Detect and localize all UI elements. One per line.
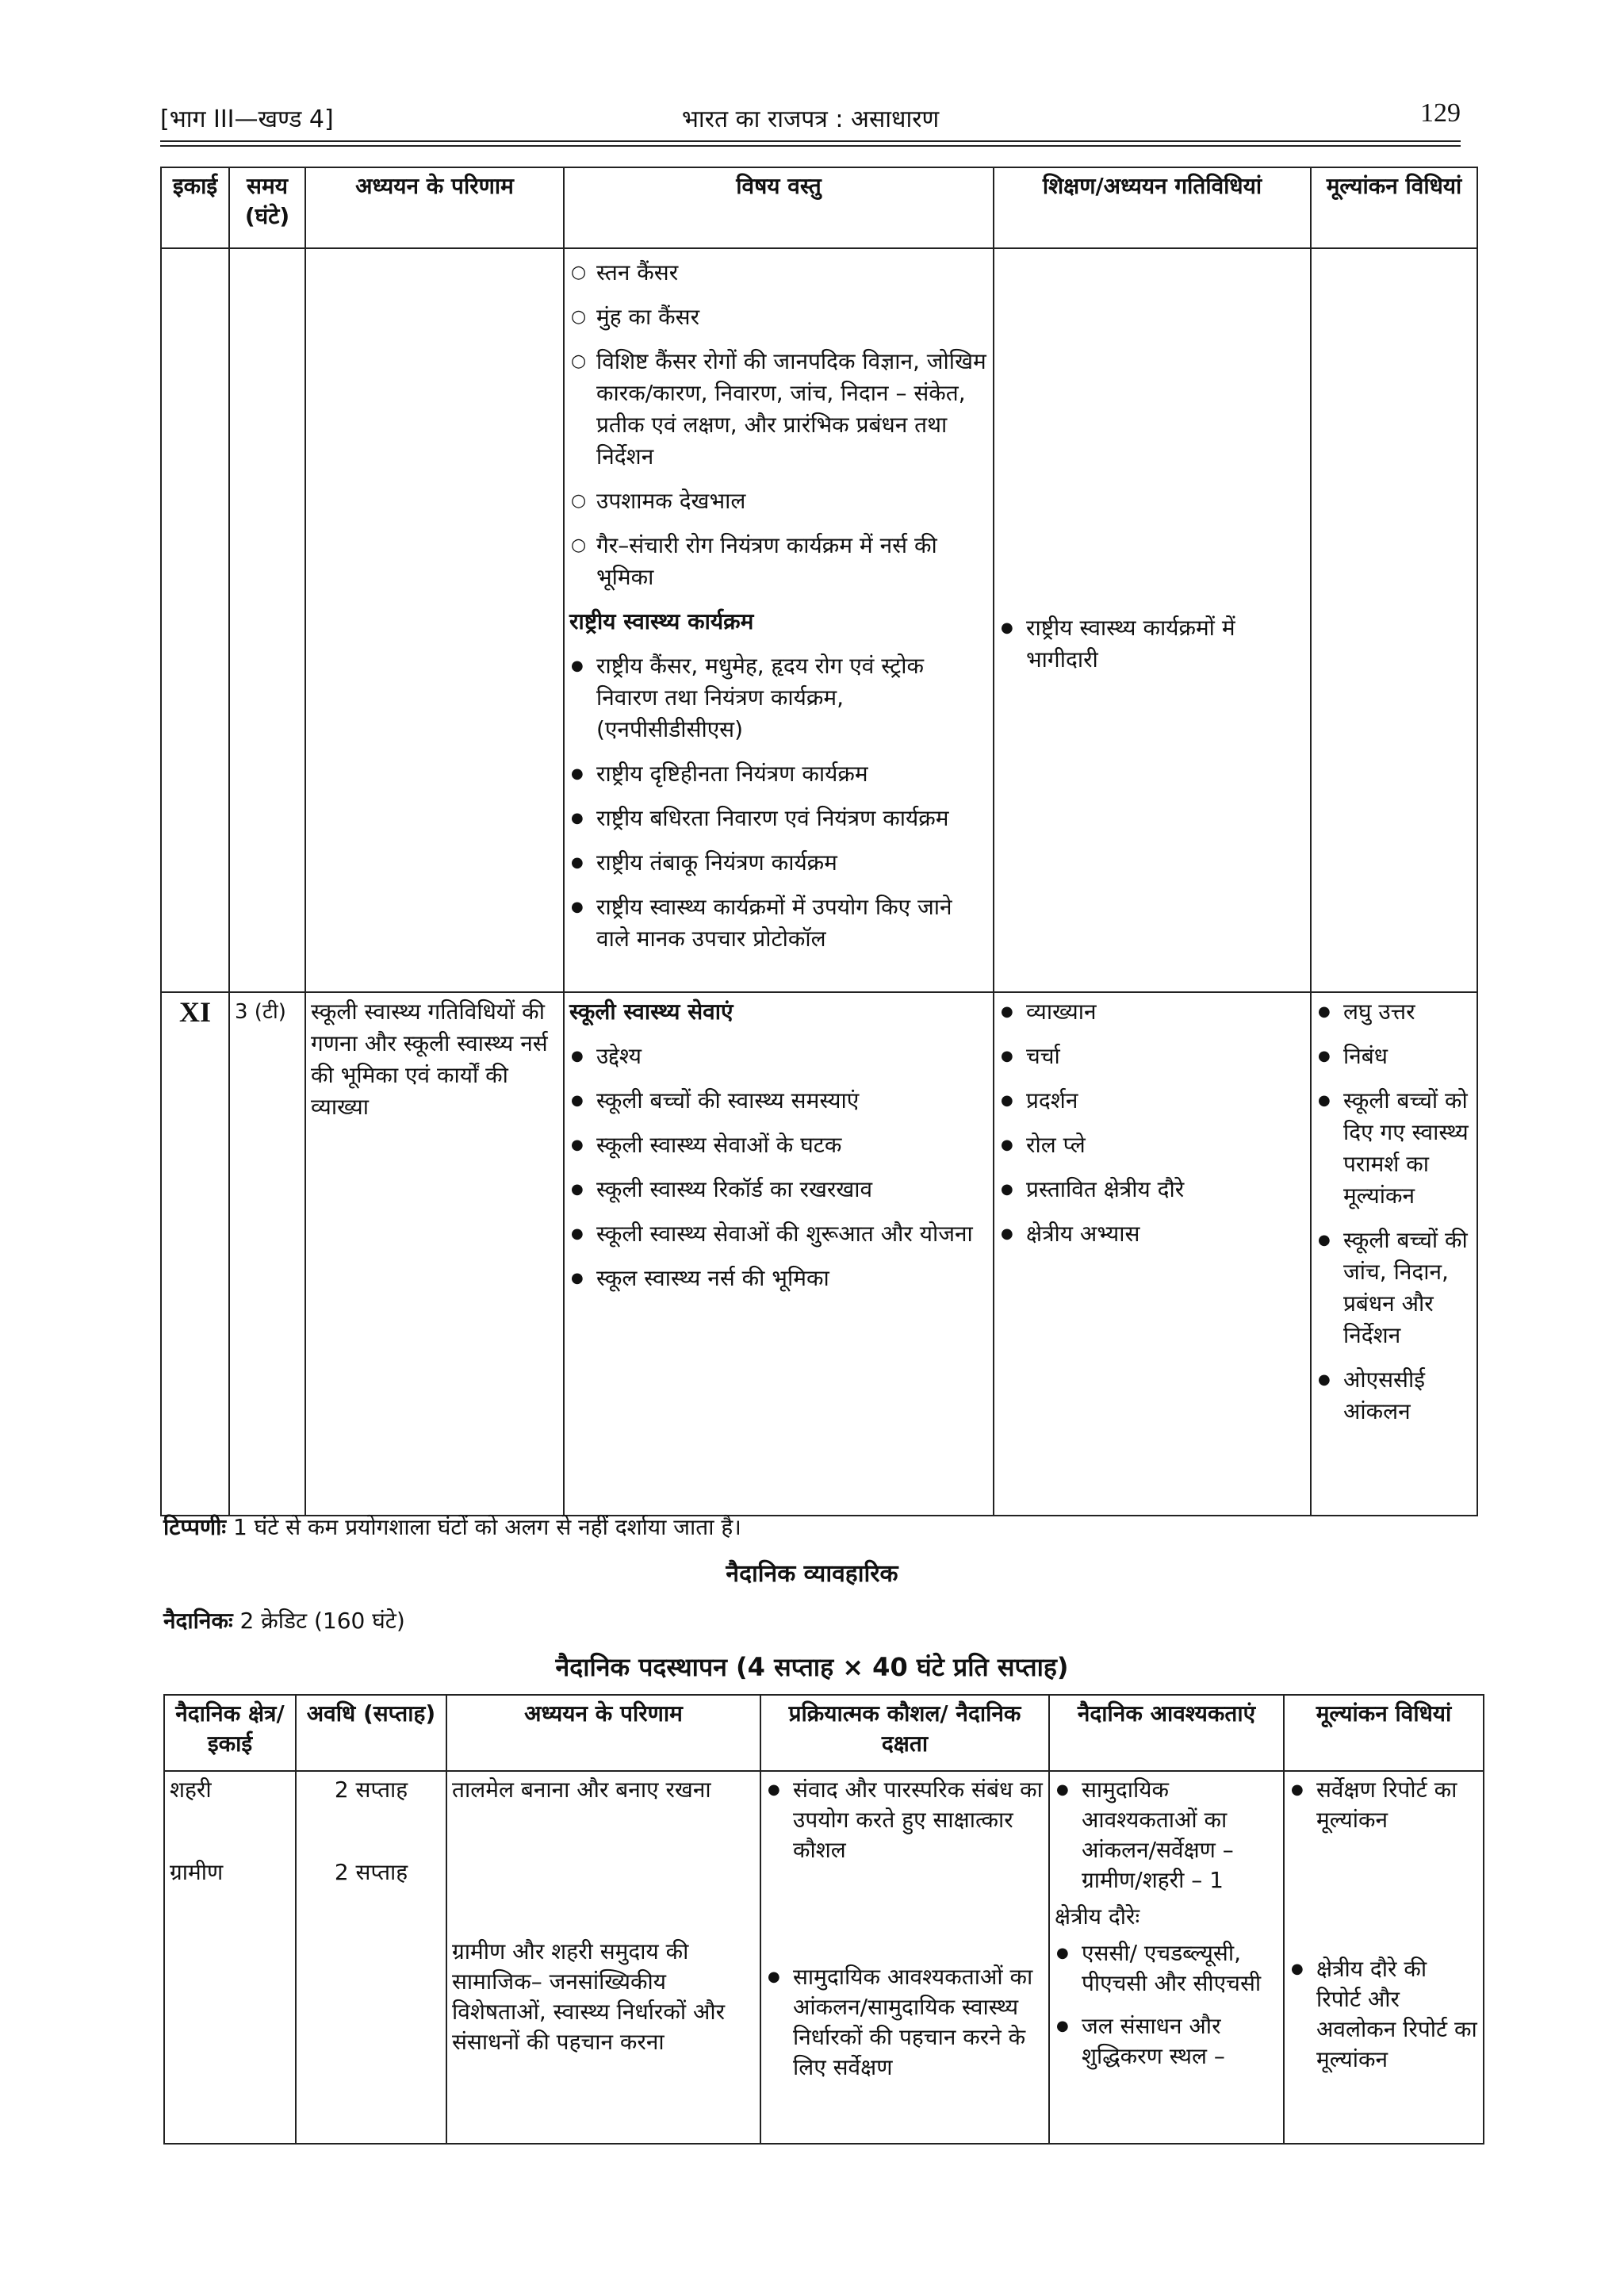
header-rule-top bbox=[160, 140, 1461, 142]
area-rural: ग्रामीण bbox=[170, 1859, 224, 1885]
activities-cell bbox=[994, 992, 1311, 1516]
content-cell bbox=[564, 992, 994, 1516]
outcome-item: तालमेल बनाना और बनाए रखना bbox=[452, 1777, 711, 1803]
outcome-cell bbox=[305, 248, 564, 992]
field-visits-list bbox=[1055, 1938, 1278, 2072]
col-header-activities: शिक्षण/अध्ययन गतिविधियां bbox=[994, 167, 1311, 248]
list-item: ○ उपशामक देखभाल bbox=[569, 485, 988, 517]
content-heading: स्कूली स्वास्थ्य सेवाएं bbox=[569, 999, 733, 1025]
content-circle-list bbox=[569, 257, 988, 593]
activities-list bbox=[999, 996, 1305, 1250]
list-item: ● स्कूली स्वास्थ्य रिकॉर्ड का रखरखाव bbox=[569, 1174, 988, 1205]
list-item: ● राष्ट्रीय स्वास्थ्य कार्यक्रमों में भागीदारी bbox=[999, 612, 1305, 676]
area-cell bbox=[164, 1771, 296, 2144]
list-item: ● लघु उत्तर bbox=[1316, 996, 1472, 1028]
page-number: 129 bbox=[1420, 98, 1461, 128]
content-subheading: राष्ट्रीय स्वास्थ्य कार्यक्रम bbox=[569, 608, 754, 634]
list-item: ● उद्देश्य bbox=[569, 1041, 988, 1072]
list-item: ● निबंध bbox=[1316, 1041, 1472, 1072]
list-item: ○ गैर–संचारी रोग नियंत्रण कार्यक्रम में नर्स की भूमिका bbox=[569, 530, 988, 593]
list-item: ● जल संसाधन और शुद्धिकरण स्थल – bbox=[1055, 2011, 1278, 2072]
list-item: ● प्रदर्शन bbox=[999, 1085, 1305, 1117]
credit-text: 2 क्रेडिट (160 घंटे) bbox=[239, 1608, 405, 1634]
list-item: ● रोल प्ले bbox=[999, 1129, 1305, 1161]
page-header bbox=[160, 98, 1461, 133]
list-item: ● राष्ट्रीय बधिरता निवारण एवं नियंत्रण कार्यक्रम bbox=[569, 803, 988, 834]
outcome-cell bbox=[446, 1771, 760, 2144]
table-header-row bbox=[161, 167, 1477, 248]
list-item: ● स्कूली बच्चों की जांच, निदान, प्रबंधन और निर्देशन bbox=[1316, 1225, 1472, 1351]
assessment-cell bbox=[1311, 992, 1477, 1516]
duration-urban: 2 सप्ताह bbox=[334, 1777, 408, 1803]
table-note bbox=[163, 1512, 741, 1542]
col-header-duration: अवधि (सप्ताह) bbox=[296, 1695, 446, 1771]
section-title: नैदानिक व्यावहारिक bbox=[726, 1560, 898, 1588]
content-bullet-list bbox=[569, 1041, 988, 1294]
col-header-skills: प्रक्रियात्मक कौशल/ नैदानिक दक्षता bbox=[760, 1695, 1049, 1771]
list-item: ● चर्चा bbox=[999, 1041, 1305, 1072]
assessment-list bbox=[1316, 996, 1472, 1428]
assessment-cell bbox=[1311, 248, 1477, 992]
activities-list bbox=[999, 612, 1305, 676]
outcome-cell: स्कूली स्वास्थ्य गतिविधियों की गणना और स्कूली स्वास्थ्य नर्स की भूमिका एवं कार्यों की व्याख्या bbox=[305, 992, 564, 1516]
col-header-requirements: नैदानिक आवश्यकताएं bbox=[1049, 1695, 1284, 1771]
time-cell: 3 (टी) bbox=[229, 992, 305, 1516]
list-item: ● एससी/ एचडब्ल्यूसी, पीएचसी और सीएचसी bbox=[1055, 1938, 1278, 1999]
duration-rural: 2 सप्ताह bbox=[334, 1859, 408, 1885]
note-text: 1 घंटे से कम प्रयोगशाला घंटों को अलग से नहीं दर्शाया जाता है। bbox=[232, 1514, 741, 1540]
list-item: ● सामुदायिक आवश्यकताओं का आंकलन/सामुदायिक स्वास्थ्य निर्धारकों की पहचान करने के लिए सर्वेक्षण bbox=[766, 1962, 1044, 2083]
requirements-list bbox=[1055, 1775, 1278, 1895]
table-header-row bbox=[164, 1695, 1484, 1771]
field-visits-label: क्षेत्रीय दौरेः bbox=[1055, 1903, 1140, 1930]
list-item: ● क्षेत्रीय अभ्यास bbox=[999, 1218, 1305, 1250]
col-header-time: समय (घंटे) bbox=[229, 167, 305, 248]
list-item: ○ मुंह का कैंसर bbox=[569, 301, 988, 333]
list-item: ● स्कूल स्वास्थ्य नर्स की भूमिका bbox=[569, 1263, 988, 1294]
clinical-placement-table bbox=[163, 1694, 1484, 2145]
list-item: ● व्याख्यान bbox=[999, 996, 1305, 1028]
header-part-section: [भाग III—खण्ड 4] bbox=[160, 105, 334, 133]
content-cell bbox=[564, 248, 994, 992]
credit-label: नैदानिकः bbox=[163, 1608, 233, 1634]
col-header-outcomes: अध्ययन के परिणाम bbox=[446, 1695, 760, 1771]
col-header-content: विषय वस्तु bbox=[564, 167, 994, 248]
list-item: ● स्कूली बच्चों की स्वास्थ्य समस्याएं bbox=[569, 1085, 988, 1117]
duration-cell bbox=[296, 1771, 446, 2144]
assessment-list bbox=[1289, 1775, 1478, 2075]
outcome-item: ग्रामीण और शहरी समुदाय की सामाजिक– जनसांख्यिकीय विशेषताओं, स्वास्थ्य निर्धारकों और संसाधनों की पहचान करना bbox=[452, 1938, 726, 2055]
header-rule-bottom bbox=[160, 145, 1461, 147]
header-gazette-title: भारत का राजपत्र : असाधारण bbox=[681, 105, 940, 133]
col-header-area: नैदानिक क्षेत्र/इकाई bbox=[164, 1695, 296, 1771]
col-header-unit: इकाई bbox=[161, 167, 229, 248]
skills-list bbox=[766, 1775, 1044, 2083]
activities-cell bbox=[994, 248, 1311, 992]
list-item: ● राष्ट्रीय कैंसर, मधुमेह, हृदय रोग एवं स्ट्रोक निवारण तथा नियंत्रण कार्यक्रम, (एनपीसीडीसीएस) bbox=[569, 650, 988, 746]
table-row bbox=[161, 992, 1477, 1516]
col-header-assessment: मूल्यांकन विधियां bbox=[1311, 167, 1477, 248]
list-item: ● सामुदायिक आवश्यकताओं का आंकलन/सर्वेक्षण – ग्रामीण/शहरी – 1 bbox=[1055, 1775, 1278, 1895]
note-label: टिप्पणीः bbox=[163, 1514, 227, 1540]
area-urban: शहरी bbox=[170, 1777, 212, 1803]
unit-cell bbox=[161, 248, 229, 992]
list-item: ● राष्ट्रीय स्वास्थ्य कार्यक्रमों में उपयोग किए जाने वाले मानक उपचार प्रोटोकॉल bbox=[569, 891, 988, 955]
list-item: ● स्कूली स्वास्थ्य सेवाओं के घटक bbox=[569, 1129, 988, 1161]
list-item: ● क्षेत्रीय दौरे की रिपोर्ट और अवलोकन रिपोर्ट का मूल्यांकन bbox=[1289, 1954, 1478, 2075]
table-row bbox=[161, 248, 1477, 992]
time-cell bbox=[229, 248, 305, 992]
list-item: ● राष्ट्रीय दृष्टिहीनता नियंत्रण कार्यक्रम bbox=[569, 758, 988, 790]
credit-line bbox=[163, 1605, 405, 1635]
assessment-cell bbox=[1284, 1771, 1484, 2144]
list-item: ● सर्वेक्षण रिपोर्ट का मूल्यांकन bbox=[1289, 1775, 1478, 1835]
col-header-outcomes: अध्ययन के परिणाम bbox=[305, 167, 564, 248]
table-row bbox=[164, 1771, 1484, 2144]
content-bullet-list bbox=[569, 650, 988, 955]
list-item: ● स्कूली स्वास्थ्य सेवाओं की शुरूआत और योजना bbox=[569, 1218, 988, 1250]
syllabus-table bbox=[160, 167, 1478, 1516]
skills-cell bbox=[760, 1771, 1049, 2144]
list-item: ● ओएससीई आंकलन bbox=[1316, 1364, 1472, 1428]
requirements-cell bbox=[1049, 1771, 1284, 2144]
list-item: ● स्कूली बच्चों को दिए गए स्वास्थ्य परामर्श का मूल्यांकन bbox=[1316, 1085, 1472, 1212]
list-item: ○ विशिष्ट कैंसर रोगों की जानपदिक विज्ञान, जोखिम कारक/कारण, निवारण, जांच, निदान – संकेत, प्रतीक एवं लक्षण, और प्रारंभिक प्रबंधन तथा निर्देशन bbox=[569, 346, 988, 473]
list-item: ● संवाद और पारस्परिक संबंध का उपयोग करते हुए साक्षात्कार कौशल bbox=[766, 1775, 1044, 1865]
list-item: ● राष्ट्रीय तंबाकू नियंत्रण कार्यक्रम bbox=[569, 847, 988, 879]
list-item: ○ स्तन कैंसर bbox=[569, 257, 988, 289]
list-item: ● प्रस्तावित क्षेत्रीय दौरे bbox=[999, 1174, 1305, 1205]
unit-cell: XI bbox=[161, 992, 229, 1516]
col-header-assessment: मूल्यांकन विधियां bbox=[1284, 1695, 1484, 1771]
placement-title: नैदानिक पदस्थापन (4 सप्ताह × 40 घंटे प्रति सप्ताह) bbox=[555, 1652, 1069, 1682]
